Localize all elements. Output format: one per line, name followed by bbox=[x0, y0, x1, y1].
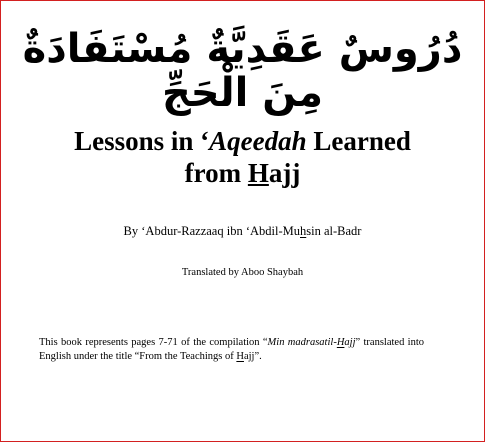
author-underlined: h bbox=[300, 224, 307, 238]
translator-line: Translated by Aboo Shaybah bbox=[181, 267, 304, 278]
arabic-title: دُرُوسٌ عَقَدِيَّةٌ مُسْتَفَادَةٌ مِنَ الْحَجِّ bbox=[22, 26, 463, 116]
compilation-note bbox=[39, 336, 424, 364]
note-italic-underlined: H bbox=[336, 337, 345, 348]
title-part-1: Lessons in ‘ bbox=[74, 126, 210, 156]
note-italic-post: ajj bbox=[344, 337, 356, 348]
author-post: sin al-Badr bbox=[306, 224, 362, 238]
title-line2-pre: from bbox=[184, 158, 248, 188]
note-italic-title bbox=[268, 337, 356, 348]
note-underlined: H bbox=[236, 351, 244, 362]
author-line bbox=[1, 224, 484, 239]
title-part-2: Learned bbox=[306, 126, 411, 156]
note-part-3: ajj”. bbox=[243, 351, 262, 362]
title-italic-word: Aqeedah bbox=[209, 126, 307, 156]
title-line2-underlined: H bbox=[247, 158, 269, 188]
note-part-1: This book represents pages 7-71 of the compilation “ bbox=[39, 337, 268, 348]
note-italic-pre: Min madrasatil- bbox=[267, 337, 337, 348]
author-pre: By ‘Abdur-Razzaaq ibn ‘Abdil-Mu bbox=[123, 224, 300, 238]
title-line2-post: ajj bbox=[268, 158, 301, 188]
english-title bbox=[21, 125, 464, 189]
note-part-2: ” translated into English under the title “From the Teachings of bbox=[39, 337, 425, 362]
